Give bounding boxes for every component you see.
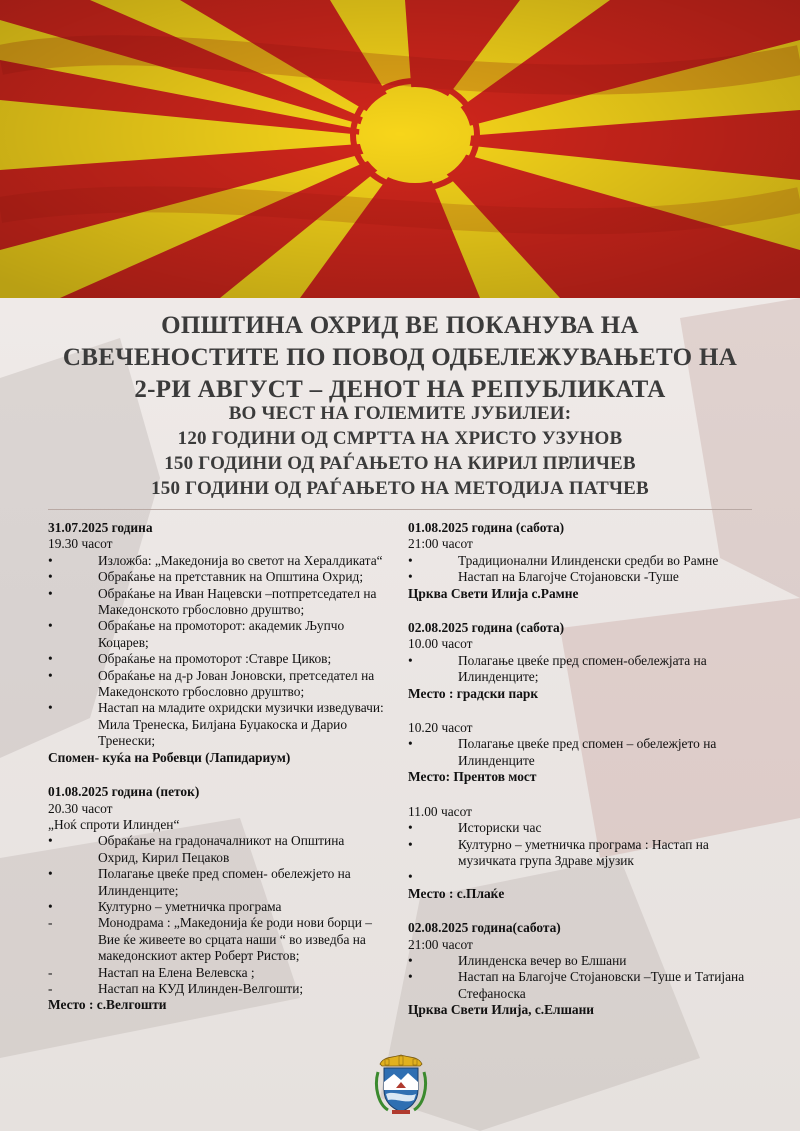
ohrid-coat-of-arms-icon <box>374 1052 428 1116</box>
event-place: Црква Свети Илија, с.Елшани <box>408 1002 594 1018</box>
title-line-3: 2-РИ АВГУСТ – ДЕНОТ НА РЕПУБЛИКАТА <box>134 376 666 403</box>
sub-list-item: - Настап на КУД Илинден-Велгошти; <box>48 980 304 996</box>
event-block <box>408 720 753 786</box>
event-date: 01.08.2025 година (сабота) <box>408 520 565 535</box>
title-line-2: СВЕЧЕНОСТИТЕ ПО ПОВОД ОДБЕЛЕЖУВАЊЕТО НА <box>62 344 738 371</box>
program-column-left <box>48 520 384 1032</box>
list-item: • Настап на младите охридски музички изведувачи: Мила Тренеска, Билјана Буџакоска и Дарио Тренески; <box>48 700 384 749</box>
event-place: Спомен- куќа на Робевци (Лапидариум) <box>48 749 291 765</box>
title-line-1: ОПШТИНА ОХРИД ВЕ ПОКАНУВА НА <box>161 312 639 339</box>
event-date: 02.08.2025 година (сабота) <box>408 620 565 636</box>
event-time: 11.00 часот <box>408 803 472 819</box>
event-time: 21:00 часот <box>408 536 473 552</box>
event-time: 21:00 часот <box>408 936 473 952</box>
event-title: „Ноќ спроти Илинден“ <box>48 816 180 832</box>
list-item: • Настап на Благојче Стојановски -Туше <box>408 569 679 585</box>
event-date: 01.08.2025 година (петок) <box>48 784 200 800</box>
event-block <box>408 804 753 902</box>
event-block <box>408 620 753 702</box>
event-time: 20.30 часот <box>48 800 113 816</box>
subtitle-line-2: 120 ГОДИНИ ОД СМРТТА НА ХРИСТО УЗУНОВ <box>177 428 623 449</box>
event-time: 10.20 часот <box>408 720 473 736</box>
list-item: • Обраќање на градоначалникот на Општина Охрид, Кирил Пецаков <box>48 833 345 865</box>
list-item: • <box>408 869 413 885</box>
list-item: • Историски час <box>408 820 542 836</box>
program-column-right <box>408 520 753 1037</box>
list-item: • Обраќање на промоторот :Ставре Циков; <box>48 651 332 667</box>
list-item: • Илинденска вечер во Елшани <box>408 952 627 968</box>
event-time: 10.00 часот <box>408 636 473 652</box>
list-item: • Полагање цвеќе пред спомен-обележјата на Илинденците; <box>408 652 707 685</box>
event-place: Место : с.Плаќе <box>408 885 505 901</box>
event-place: Црква Свети Илија с.Рамне <box>408 585 579 601</box>
event-place: Место: Прентов мост <box>408 769 537 785</box>
list-item: • Полагање цвеќе пред спомен- обележјето на Илинденците; <box>48 866 351 898</box>
event-block <box>408 920 753 1018</box>
flag-banner-image <box>0 0 800 298</box>
list-item: • Обраќање на промоторот: академик Љупчо Коцарев; <box>48 618 345 650</box>
list-item: • Обраќање на претставник на Општина Охрид; <box>48 569 364 585</box>
list-item: • Обраќање на д-р Јован Јоновски, претседател на Македонското грбословно друштво; <box>48 667 375 700</box>
event-block <box>408 520 753 602</box>
event-place: Место : градски парк <box>408 685 539 701</box>
list-item: • Изложба: „Македонија во светот на Хералдиката“ <box>48 552 383 568</box>
list-item: • Традиционални Илинденски средби во Рамне <box>408 552 719 568</box>
event-place: Место : с.Велгошти <box>48 997 167 1013</box>
subtitle-line-3: 150 ГОДИНИ ОД РАЃАЊЕТО НА КИРИЛ ПРЛИЧЕВ <box>164 453 636 474</box>
list-item: • Културно – уметничка програма <box>48 898 282 914</box>
sub-list-item: - Настап на Елена Велевска ; <box>48 964 255 980</box>
list-item: • Обраќање на Иван Нацевски –потпретседател на Македонското грбословно друштво; <box>48 585 377 618</box>
list-item: • Полагање цвеќе пред спомен – обележјето на Илинденците <box>408 736 717 768</box>
event-block <box>48 784 384 1014</box>
event-block <box>48 520 384 766</box>
list-item: • Настап на Благојче Стојановски –Туше и Татијана Стефаноска <box>408 969 745 1001</box>
event-date: 02.08.2025 година(сабота) <box>408 920 561 936</box>
event-date: 31.07.2025 година <box>48 520 153 535</box>
divider-line <box>48 509 752 510</box>
event-time: 19.30 часот <box>48 536 113 552</box>
subtitle-line-1: ВО ЧЕСТ НА ГОЛЕМИТЕ ЈУБИЛЕИ: <box>228 403 572 424</box>
subtitle-line-4: 150 ГОДИНИ ОД РАЃАЊЕТО НА МЕТОДИЈА ПАТЧЕВ <box>151 478 649 499</box>
sub-list-item: - Монодрама : „Македонија ќе роди нови борци –Вие ќе живеете во срцата наши “ во изведба на македонскиот актер Роберт Ристов; <box>48 915 372 964</box>
list-item: • Културно – уметничка програма : Настап на музичката група Здраве мјузик <box>408 836 709 868</box>
